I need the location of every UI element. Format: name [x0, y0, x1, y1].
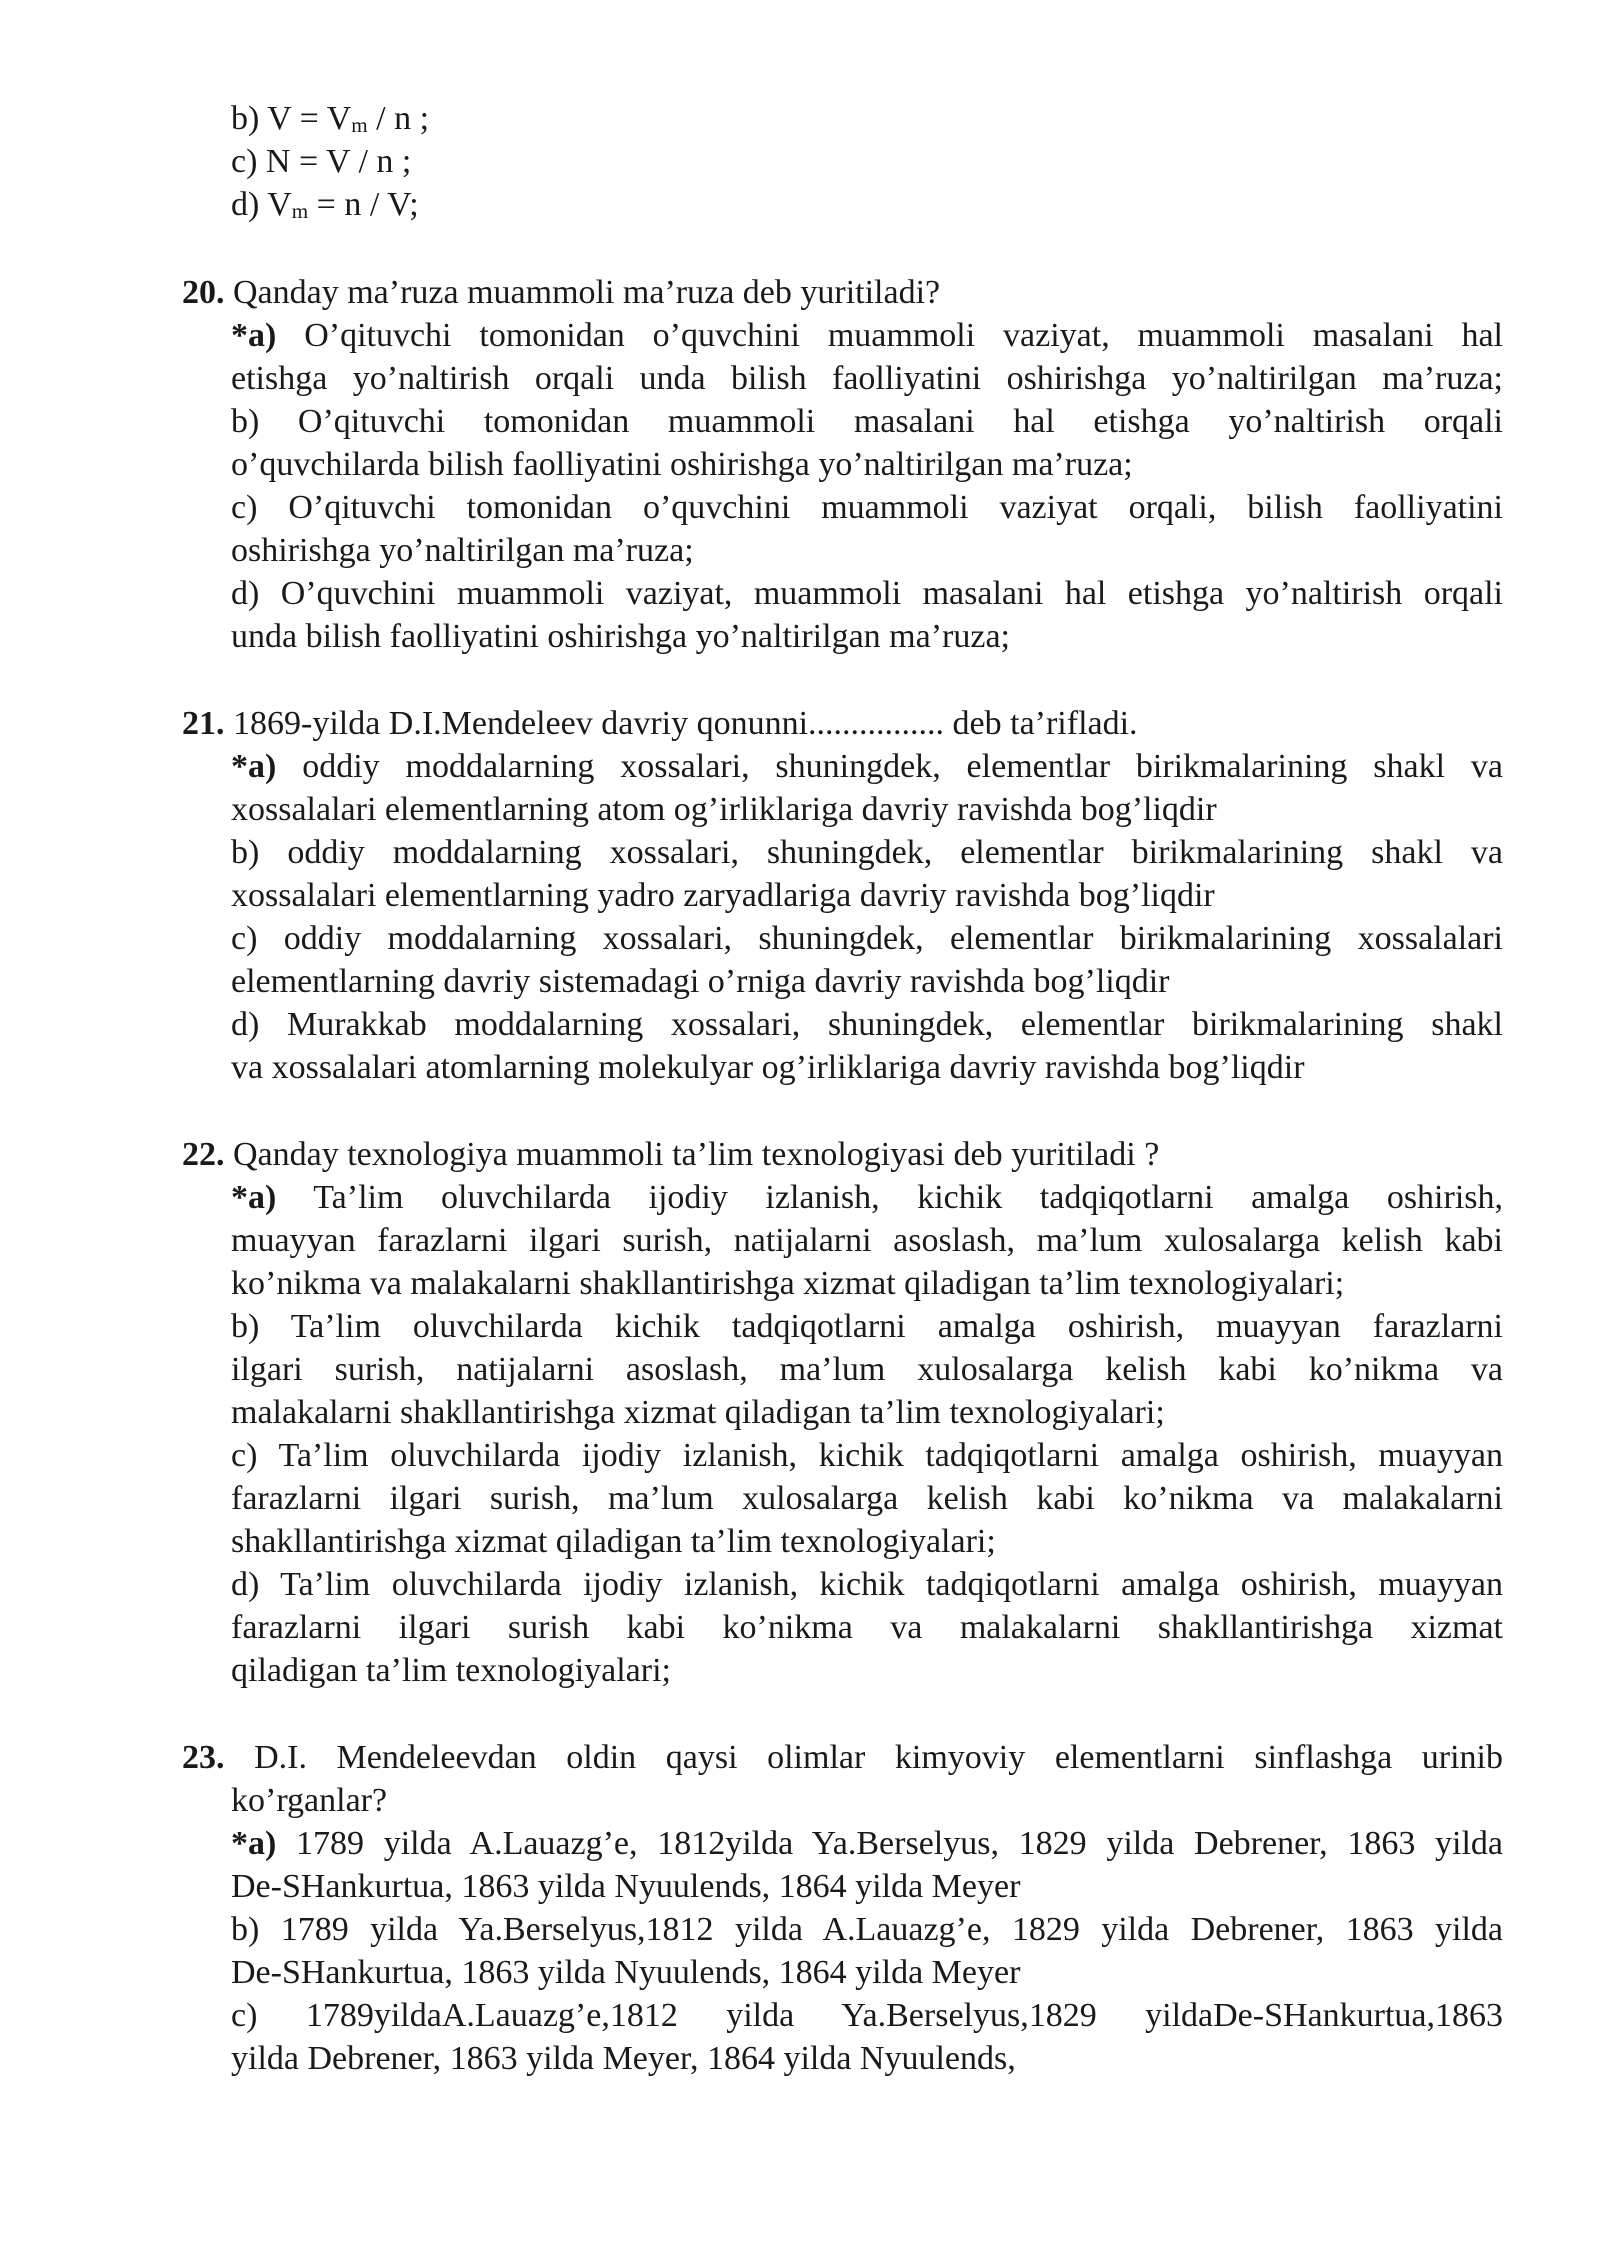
question-23-line1: 23. D.I. Mendeleevdan oldin qaysi olimlar kimyoviy elementlarni sinflashga urinib: [182, 1739, 1503, 1776]
option-b-q21-line2: xossalalari elementlarning yadro zaryadlariga davriy ravishda bog’liqdir: [231, 877, 1215, 914]
option-c-q23-line1: c) 1789yildaA.Lauazg’e,1812 yilda Ya.Berselyus,1829 yildaDe-SHankurtua,1863: [231, 1997, 1503, 2034]
option-a-q20-line2: etishga yo’naltirish orqali unda bilish faolliyatini oshirishga yo’naltirilgan ma’ruza;: [231, 360, 1503, 397]
option-b-q20-line2: o’quvchilarda bilish faolliyatini oshirishga yo’naltirilgan ma’ruza;: [231, 446, 1133, 483]
question-20: 20. Qanday ma’ruza muammoli ma’ruza deb yuritiladi?: [182, 274, 941, 311]
option-b-q23-line1: b) 1789 yilda Ya.Berselyus,1812 yilda A.Lauazg’e, 1829 yilda Debrener, 1863 yilda: [231, 1911, 1503, 1948]
option-b-q21-line1: b) oddiy moddalarning xossalari, shuningdek, elementlar birikmalarining shakl va: [231, 834, 1503, 871]
option-b-q20-line1: b) O’qituvchi tomonidan muammoli masalani hal etishga yo’naltirish orqali: [231, 403, 1503, 440]
option-a-q23-line2: De-SHankurtua, 1863 yilda Nyuulends, 1864 yilda Meyer: [231, 1868, 1021, 1905]
option-b-q19: b) $V = V_m / n$ ;: [231, 100, 430, 137]
option-b-q23-line2: De-SHankurtua, 1863 yilda Nyuulends, 1864 yilda Meyer: [231, 1954, 1021, 1991]
option-c-q20-line2: oshirishga yo’naltirilgan ma’ruza;: [231, 532, 694, 569]
question-number: 20.: [182, 274, 225, 311]
question-number: 23.: [182, 1739, 225, 1776]
option-c-q22-line3: shakllantirishga xizmat qiladigan ta’lim texnologiyalari;: [231, 1523, 996, 1560]
option-a-q21-line2: xossalalari elementlarning atom og’irliklariga davriy ravishda bog’liqdir: [231, 791, 1217, 828]
question-22: 22. Qanday texnologiya muammoli ta’lim texnologiyasi deb yuritiladi ?: [182, 1136, 1160, 1173]
correct-answer-mark: *a): [231, 1179, 277, 1216]
question-number: 21.: [182, 705, 225, 742]
option-b-q22-line3: malakalarni shakllantirishga xizmat qiladigan ta’lim texnologiyalari;: [231, 1394, 1165, 1431]
question-21: 21. 1869-yilda D.I.Mendeleev davriy qonunni................ deb ta’rifladi.: [182, 705, 1138, 742]
option-d-q21-line2: va xossalalari atomlarning molekulyar og’irliklariga davriy ravishda bog’liqdir: [231, 1049, 1305, 1086]
option-d-q22-line2: farazlarni ilgari surish kabi ko’nikma va malakalarni shakllantirishga xizmat: [231, 1609, 1503, 1646]
option-c-q19: c) N = V / n ;: [231, 143, 412, 180]
option-c-q21-line1: c) oddiy moddalarning xossalari, shuningdek, elementlar birikmalarining xossalalari: [231, 920, 1503, 957]
option-d-q19: d) $V_m = n / V$;: [231, 186, 419, 223]
option-b-q22-line1: b) Ta’lim oluvchilarda kichik tadqiqotlarni amalga oshirish, muayyan farazlarni: [231, 1308, 1503, 1345]
option-c-q22-line2: farazlarni ilgari surish, ma’lum xulosalarga kelish kabi ko’nikma va malakalarni: [231, 1480, 1503, 1517]
correct-answer-mark: *a): [231, 1825, 277, 1862]
option-a-q22-line3: ko’nikma va malakalarni shakllantirishga xizmat qiladigan ta’lim texnologiyalari;: [231, 1265, 1345, 1302]
option-a-q22-line1: *a) Ta’lim oluvchilarda ijodiy izlanish, kichik tadqiqotlarni amalga oshirish,: [231, 1179, 1503, 1216]
option-d-q21-line1: d) Murakkab moddalarning xossalari, shuningdek, elementlar birikmalarining shakl: [231, 1006, 1503, 1043]
option-c-q20-line1: c) O’qituvchi tomonidan o’quvchini muammoli vaziyat orqali, bilish faolliyatini: [231, 489, 1503, 526]
option-c-q23-line2: yilda Debrener, 1863 yilda Meyer, 1864 yilda Nyuulends,: [231, 2040, 1016, 2077]
option-a-q21-line1: *a) oddiy moddalarning xossalari, shuningdek, elementlar birikmalarining shakl va: [231, 748, 1503, 785]
option-a-q22-line2: muayyan farazlarni ilgari surish, natijalarni asoslash, ma’lum xulosalarga kelish kabi: [231, 1222, 1503, 1259]
correct-answer-mark: *a): [231, 317, 277, 354]
option-a-q20-line1: *a) O’qituvchi tomonidan o’quvchini muammoli vaziyat, muammoli masalani hal: [231, 317, 1503, 354]
option-d-q22-line3: qiladigan ta’lim texnologiyalari;: [231, 1652, 671, 1689]
option-d-q20-line1: d) O’quvchini muammoli vaziyat, muammoli masalani hal etishga yo’naltirish orqali: [231, 575, 1503, 612]
option-c-q21-line2: elementlarning davriy sistemadagi o’rniga davriy ravishda bog’liqdir: [231, 963, 1170, 1000]
question-23-line2: ko’rganlar?: [231, 1782, 388, 1819]
option-d-q20-line2: unda bilish faolliyatini oshirishga yo’naltirilgan ma’ruza;: [231, 618, 1010, 655]
correct-answer-mark: *a): [231, 748, 277, 785]
option-c-q22-line1: c) Ta’lim oluvchilarda ijodiy izlanish, kichik tadqiqotlarni amalga oshirish, muayyan: [231, 1437, 1503, 1474]
option-a-q23-line1: *a) 1789 yilda A.Lauazg’e, 1812yilda Ya.Berselyus, 1829 yilda Debrener, 1863 yilda: [231, 1825, 1503, 1862]
option-d-q22-line1: d) Ta’lim oluvchilarda ijodiy izlanish, kichik tadqiqotlarni amalga oshirish, muayyan: [231, 1566, 1503, 1603]
option-b-q22-line2: ilgari surish, natijalarni asoslash, ma’lum xulosalarga kelish kabi ko’nikma va: [231, 1351, 1503, 1388]
question-number: 22.: [182, 1136, 225, 1173]
